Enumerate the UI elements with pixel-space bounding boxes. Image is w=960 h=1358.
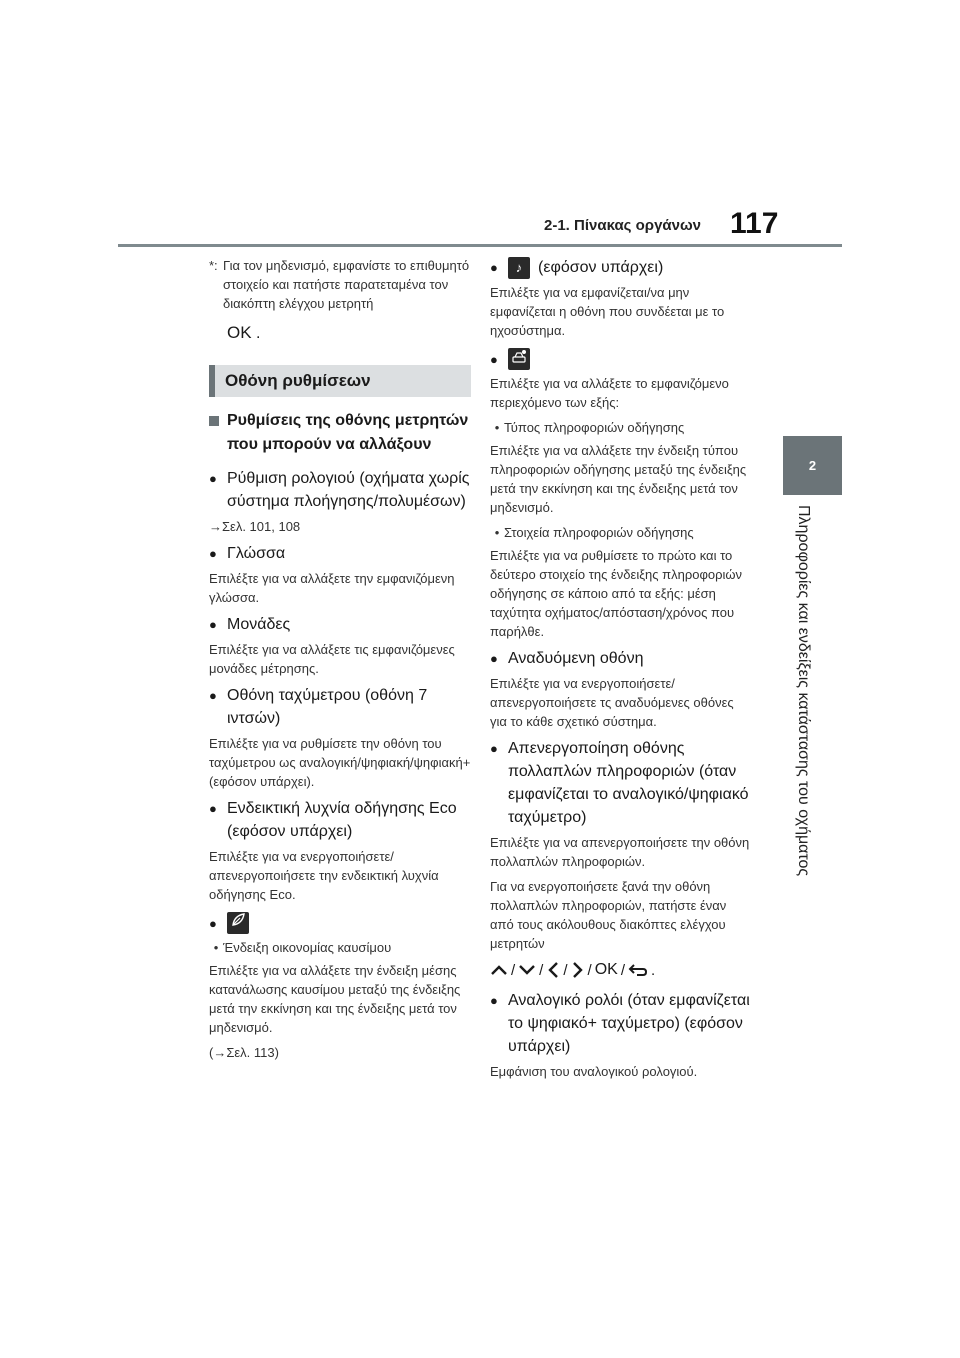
chapter-tab [783, 436, 842, 495]
item-ref: →Σελ. 101, 108 [209, 519, 301, 534]
chevron-right-icon [571, 961, 585, 979]
footnote-end: . [256, 325, 261, 342]
ok-switch-label: OK [594, 961, 618, 978]
item-desc: Επιλέξτε για να απενεργοποιήσετε την οθόνη πολλαπλών πληροφοριών. [490, 835, 750, 869]
dot-icon: • [494, 525, 500, 540]
footnote-ok-line [227, 323, 471, 343]
separator: / [587, 961, 592, 979]
bullet-icon: ● [209, 801, 217, 816]
back-arrow-icon [628, 962, 648, 978]
bullet-icon: ● [490, 993, 498, 1008]
right-column [490, 256, 752, 1087]
setting-item-units [209, 613, 471, 636]
square-bullet-icon [209, 416, 219, 426]
section-title: Οθόνη ρυθμίσεων [209, 365, 471, 397]
item-desc: Για να ενεργοποιήσετε ξανά την οθόνη πολλαπλών πληροφοριών, πατήστε έναν από τους ακόλουθους διακόπτες ελέγχου μετρητών [490, 879, 727, 951]
dot-icon: • [494, 420, 500, 435]
bullet-icon: ● [490, 651, 498, 666]
sub-bullet [490, 418, 752, 437]
item-ref: (→Σελ. 113) [209, 1045, 279, 1060]
header-rule [118, 244, 842, 247]
item-title: Οθόνη ταχύμετρου (οθόνη 7 ιντσών) [227, 687, 428, 727]
left-column [209, 256, 471, 1068]
chevron-down-icon [518, 963, 536, 977]
item-desc: Επιλέξτε για να αλλάξετε την ένδειξη μέσης κατανάλωσης καυσίμου μεταξύ της ένδειξης μετά την εκκίνηση και της ένδειξης μετά τον μηδενισμό. [209, 963, 461, 1035]
setting-item-eco-icon [209, 912, 471, 934]
item-desc: Επιλέξτε για να αλλάξετε την ένδειξη τύπου πληροφοριών οδήγησης μεταξύ της ένδειξης μετά την εκκίνηση και της ένδειξης μετά τον μηδενισμό. [490, 443, 747, 515]
bullet-icon: ● [209, 617, 217, 632]
item-desc: Επιλέξτε για να ενεργοποιήσετε/απενεργοποιήσετε τς αναδυόμενες οθόνες για το κάθε σχετικό σύστημα. [490, 676, 734, 729]
item-desc: Επιλέξτε για να αλλάξετε τις εμφανιζόμενες μονάδες μέτρησης. [209, 642, 455, 676]
item-title: Ρύθμιση ρολογιού (οχήματα χωρίς σύστημα πλοήγησης/πολυμέσων) [227, 470, 470, 510]
ok-switch-label: OK [227, 323, 252, 342]
chapter-title: Πληροφορίες και ενδείξεις κατάστασης του οχήματος [795, 505, 812, 877]
item-desc: Επιλέξτε για να αλλάξετε την εμφανιζόμενη γλώσσα. [209, 571, 455, 605]
setting-item-multi-info-off [490, 737, 752, 829]
dot-icon: • [213, 940, 219, 955]
item-desc: Εμφάνιση του αναλογικού ρολογιού. [490, 1064, 698, 1079]
chevron-up-icon [490, 963, 508, 977]
setting-item-speedometer [209, 684, 471, 730]
item-title: Μονάδες [227, 616, 291, 633]
setting-item-clock [209, 467, 471, 513]
leaf-icon [227, 912, 249, 934]
item-title: Ενδεικτική λυχνία οδήγησης Eco (εφόσον υπάρχει) [227, 800, 457, 840]
item-title: Απενεργοποίηση οθόνης πολλαπλών πληροφοριών (όταν εμφανίζεται το αναλογικό/ψηφιακό ταχύμετρο) [508, 740, 749, 826]
setting-item-popup [490, 647, 752, 670]
sub-bullet-text: Ένδειξη οικονομίας καυσίμου [223, 940, 392, 955]
footnote [209, 256, 471, 313]
item-desc: Επιλέξτε για να αλλάξετε το εμφανιζόμενο περιεχόμενο των εξής: [490, 376, 729, 410]
bullet-icon: ● [209, 915, 217, 931]
item-title: Γλώσσα [227, 545, 286, 562]
sub-bullet-text: Στοιχεία πληροφοριών οδήγησης [504, 525, 694, 540]
bullet-icon: ● [209, 546, 217, 561]
separator: / [539, 961, 544, 979]
item-desc: Επιλέξτε για να εμφανίζεται/να μην εμφανίζεται η οθόνη που συνδέεται με το ηχοσύστημα. [490, 285, 725, 338]
bullet-icon: ● [490, 260, 498, 275]
music-note-icon: ♪ [508, 257, 530, 279]
bullet-icon: ● [209, 688, 217, 703]
footnote-text: Για τον μηδενισμό, εμφανίστε το επιθυμητό στοιχείο και πατήστε παρατεταμένα τον διακόπτη ελέγχου μετρητή [223, 258, 470, 311]
setting-item-audio [490, 256, 752, 279]
chevron-left-icon [546, 961, 560, 979]
bullet-icon: ● [490, 351, 498, 367]
sub-bullet-text: Τύπος πληροφοριών οδήγησης [504, 420, 685, 435]
item-desc: Επιλέξτε για να ενεργοποιήσετε/απενεργοποιήσετε την ενδεικτική λυχνία οδήγησης Eco. [209, 849, 439, 902]
separator: / [620, 961, 625, 979]
item-desc: Επιλέξτε για να ρυθμίσετε το πρώτο και το δεύτερο στοιχείο της ένδειξης πληροφοριών οδήγησης σε κάποιο από τα εξής: μέση ταχύτητα οχήματος/απόσταση/χρόνος που παρήλθε. [490, 548, 743, 639]
item-title: Αναλογικό ρολόι (όταν εμφανίζεται το ψηφιακό+ ταχύμετρο) (εφόσον υπάρχει) [508, 992, 750, 1055]
bullet-icon: ● [490, 741, 498, 756]
setting-item-analog-clock [490, 989, 752, 1058]
item-title: (εφόσον υπάρχει) [538, 259, 664, 276]
item-title: Αναδυόμενη οθόνη [508, 650, 644, 667]
item-desc: Επιλέξτε για να ρυθμίσετε την οθόνη του ταχύμετρου ως αναλογική/ψηφιακή/ψηφιακή+ (εφόσον υπάρχει). [209, 736, 471, 789]
sentence-end: . [650, 961, 656, 979]
sub-bullet [490, 523, 752, 542]
sub-bullet [209, 938, 471, 957]
bullet-icon: ● [209, 471, 217, 486]
setting-item-eco [209, 797, 471, 843]
setting-item-language [209, 542, 471, 565]
separator: / [511, 961, 516, 979]
chapter-number: 2 [808, 458, 817, 473]
setting-item-drive-info [490, 348, 752, 370]
drive-info-icon [508, 348, 530, 370]
subsection-title: Ρυθμίσεις της οθόνης μετρητών που μπορούν να αλλάξουν [227, 412, 469, 453]
separator: / [563, 961, 568, 979]
running-header-section: 2-1. Πίνακας οργάνων [544, 217, 701, 234]
meter-switch-icons [490, 961, 752, 979]
subsection-heading [209, 409, 471, 457]
page-number: 117 [730, 207, 779, 240]
footnote-mark: *: [209, 258, 218, 273]
